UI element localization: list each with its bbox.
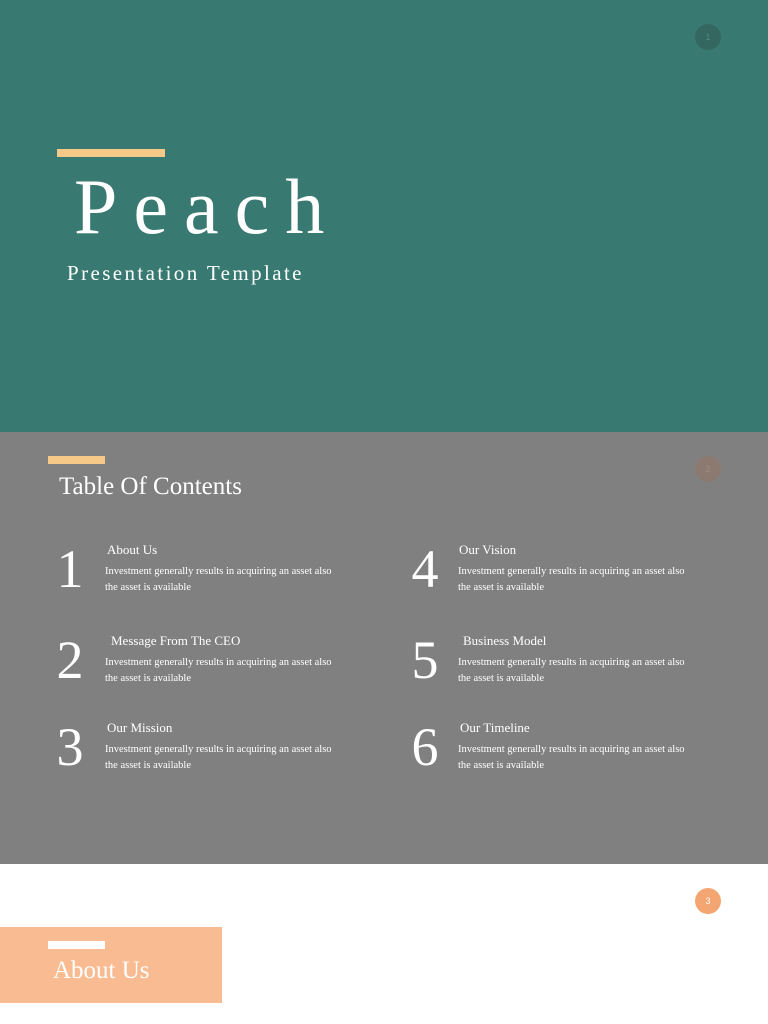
- toc-item-description: Investment generally results in acquiring an asset also the asset is available: [458, 657, 685, 684]
- toc-item-number: 6: [411, 717, 439, 777]
- toc-item-title: Message From The CEO: [111, 633, 241, 648]
- toc-item: [405, 630, 705, 703]
- toc-item-description: Investment generally results in acquiring an asset also the asset is available: [458, 566, 685, 593]
- toc-item-number: 1: [56, 539, 84, 599]
- toc-item-description: Investment generally results in acquiring an asset also the asset is available: [105, 657, 332, 684]
- table-of-contents-slide: [0, 432, 768, 864]
- toc-item-title: Our Timeline: [460, 720, 530, 735]
- toc-item-title: Our Vision: [459, 542, 517, 557]
- toc-item-title: About Us: [107, 542, 158, 557]
- toc-item-number: 2: [56, 630, 84, 690]
- toc-item: [405, 539, 705, 612]
- about-us-heading: About Us: [53, 957, 150, 984]
- toc-item: [50, 539, 350, 612]
- toc-item-description: Investment generally results in acquiring an asset also the asset is available: [458, 744, 685, 771]
- heading-accent-bar: [48, 941, 105, 949]
- heading-accent-bar: [48, 456, 105, 464]
- about-us-slide: [0, 864, 768, 1024]
- toc-item: [405, 717, 705, 790]
- toc-item-number: 3: [56, 717, 84, 777]
- toc-heading: Table Of Contents: [59, 473, 242, 500]
- toc-item-title: Business Model: [463, 633, 547, 648]
- presentation-title: Peach: [74, 163, 341, 250]
- toc-item-description: Investment generally results in acquiring an asset also the asset is available: [105, 566, 332, 593]
- toc-item-title: Our Mission: [107, 720, 173, 735]
- page-number-badge: 1: [695, 24, 721, 50]
- page-number-badge: 2: [695, 456, 721, 482]
- toc-item: [50, 630, 350, 703]
- toc-item: [50, 717, 350, 790]
- presentation-subtitle: Presentation Template: [67, 261, 304, 285]
- page-number-badge: 3: [695, 888, 721, 914]
- title-accent-bar: [57, 149, 165, 157]
- toc-item-number: 4: [411, 539, 439, 599]
- toc-item-number: 5: [411, 630, 439, 690]
- toc-item-description: Investment generally results in acquiring an asset also the asset is available: [105, 744, 332, 771]
- cover-slide: [0, 0, 768, 432]
